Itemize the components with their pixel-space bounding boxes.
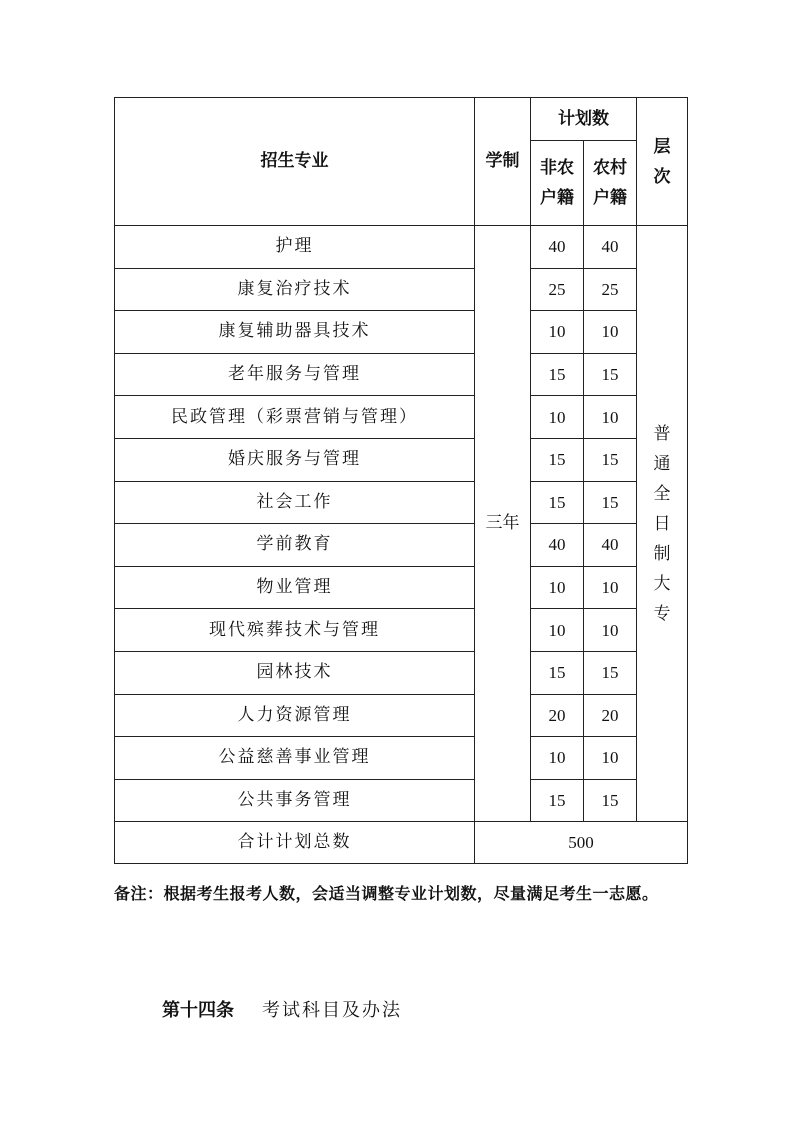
major-cell: 护理	[115, 226, 475, 269]
rural-count-cell: 10	[584, 609, 637, 652]
article-heading	[162, 998, 402, 1024]
non-rural-count-cell: 15	[531, 779, 584, 822]
major-cell: 现代殡葬技术与管理	[115, 609, 475, 652]
major-cell: 社会工作	[115, 481, 475, 524]
level-char: 通	[653, 453, 671, 474]
level-char: 普	[653, 423, 671, 444]
rural-count-cell: 10	[584, 396, 637, 439]
rural-count-cell: 15	[584, 651, 637, 694]
non-rural-count-cell: 10	[531, 609, 584, 652]
level-char: 制	[653, 543, 671, 564]
table-row	[115, 311, 688, 354]
rural-count-cell: 10	[584, 737, 637, 780]
major-cell: 康复治疗技术	[115, 268, 475, 311]
level-char: 专	[653, 603, 671, 624]
table-row	[115, 609, 688, 652]
non-rural-count-cell: 10	[531, 311, 584, 354]
table-row	[115, 353, 688, 396]
non-rural-count-cell: 10	[531, 396, 584, 439]
table-note: 备注：根据考生报考人数，会适当调整专业计划数，尽量满足考生一志愿。	[114, 884, 659, 903]
major-cell: 老年服务与管理	[115, 353, 475, 396]
header-row-1	[115, 98, 688, 141]
total-row	[115, 822, 688, 864]
rural-count-cell: 10	[584, 311, 637, 354]
rural-count-cell: 15	[584, 779, 637, 822]
header-level	[637, 98, 688, 226]
table-row	[115, 396, 688, 439]
header-non-rural	[531, 141, 584, 226]
major-cell: 民政管理（彩票营销与管理）	[115, 396, 475, 439]
level-cell	[637, 226, 688, 822]
non-rural-count-cell: 25	[531, 268, 584, 311]
table-row	[115, 438, 688, 481]
total-label: 合计计划总数	[115, 822, 475, 864]
enrollment-plan-table	[114, 97, 688, 864]
table-row	[115, 651, 688, 694]
article-number: 第十四条	[162, 1000, 234, 1021]
header-level-line: 次	[653, 166, 671, 187]
non-rural-count-cell: 20	[531, 694, 584, 737]
non-rural-count-cell: 40	[531, 226, 584, 269]
major-cell: 公益慈善事业管理	[115, 737, 475, 780]
table-row	[115, 694, 688, 737]
major-cell: 公共事务管理	[115, 779, 475, 822]
non-rural-count-cell: 15	[531, 353, 584, 396]
header-major: 招生专业	[115, 98, 475, 226]
header-rural-line: 户籍	[593, 188, 627, 208]
major-cell: 婚庆服务与管理	[115, 438, 475, 481]
rural-count-cell: 20	[584, 694, 637, 737]
duration-cell: 三年	[475, 226, 531, 822]
level-char: 日	[653, 513, 671, 534]
major-cell: 人力资源管理	[115, 694, 475, 737]
table-row	[115, 737, 688, 780]
article-title: 考试科目及办法	[262, 1000, 402, 1021]
header-rural-line: 农村	[593, 158, 627, 178]
total-value: 500	[475, 822, 688, 864]
rural-count-cell: 15	[584, 481, 637, 524]
non-rural-count-cell: 10	[531, 566, 584, 609]
header-plan: 计划数	[531, 98, 637, 141]
table-row	[115, 524, 688, 567]
non-rural-count-cell: 15	[531, 651, 584, 694]
header-duration: 学制	[475, 98, 531, 226]
header-non-rural-line: 户籍	[540, 188, 574, 208]
header-rural	[584, 141, 637, 226]
table-row	[115, 268, 688, 311]
major-cell: 学前教育	[115, 524, 475, 567]
rural-count-cell: 15	[584, 353, 637, 396]
table-row	[115, 481, 688, 524]
major-cell: 园林技术	[115, 651, 475, 694]
rural-count-cell: 15	[584, 438, 637, 481]
header-level-line: 层	[653, 136, 671, 157]
table-row	[115, 566, 688, 609]
level-char: 全	[653, 483, 671, 504]
major-cell: 物业管理	[115, 566, 475, 609]
level-char: 大	[653, 573, 671, 594]
table-row	[115, 226, 688, 269]
header-non-rural-line: 非农	[540, 158, 574, 178]
non-rural-count-cell: 15	[531, 438, 584, 481]
non-rural-count-cell: 10	[531, 737, 584, 780]
rural-count-cell: 40	[584, 226, 637, 269]
major-cell: 康复辅助器具技术	[115, 311, 475, 354]
rural-count-cell: 25	[584, 268, 637, 311]
rural-count-cell: 40	[584, 524, 637, 567]
table-row	[115, 779, 688, 822]
rural-count-cell: 10	[584, 566, 637, 609]
non-rural-count-cell: 40	[531, 524, 584, 567]
non-rural-count-cell: 15	[531, 481, 584, 524]
